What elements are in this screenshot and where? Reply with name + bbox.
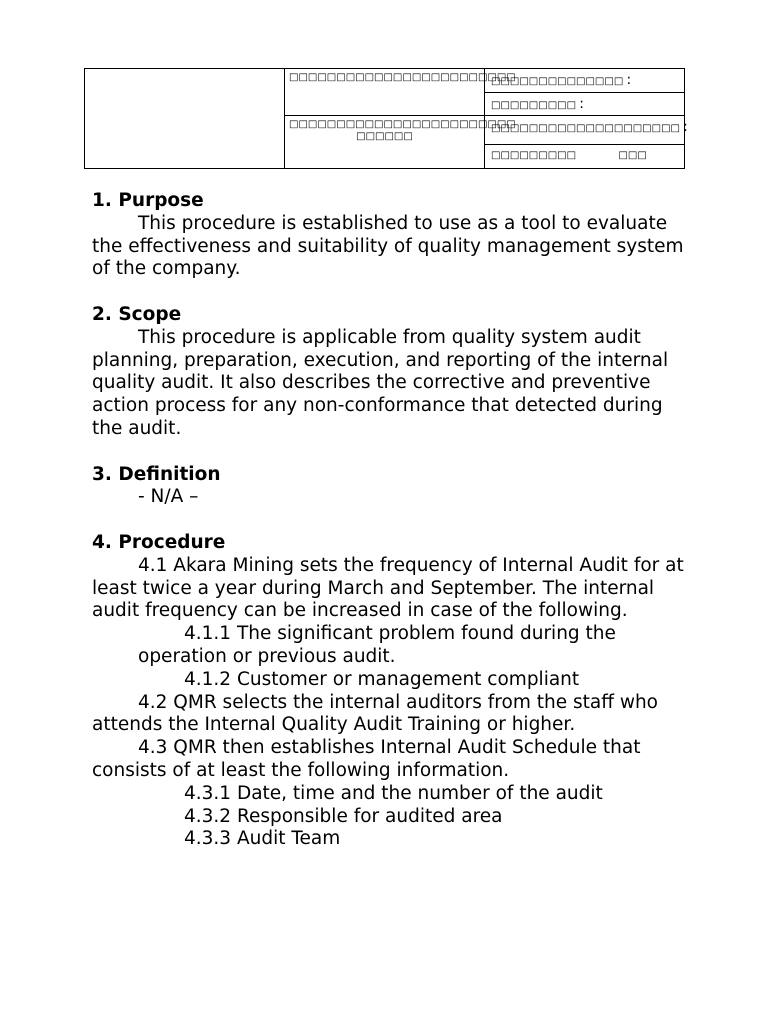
document-body: [92, 190, 692, 851]
procedure-4-1: 4.1 Akara Mining sets the frequency of Internal Audit for at least twice a year during March and September. The internal audit frequency can be increased in case of the following.: [92, 554, 684, 622]
page-value: □□□: [618, 150, 647, 161]
procedure-4-2: 4.2 QMR selects the internal auditors from the staff who attends the Internal Quality Audit Training or higher.: [92, 691, 658, 736]
document-number-colon: :: [626, 72, 632, 88]
definition-heading: 3. Definition: [92, 463, 221, 485]
revision-label: □□□□□□□□□: [491, 100, 577, 111]
definition-text: - N/A –: [138, 486, 199, 508]
document-header-table: [84, 68, 688, 169]
revision-field: [485, 93, 685, 116]
document-subtitle: □□□□□□□□□□□□□□□□□□□□□□□□ □□□□□□: [285, 116, 485, 169]
logo-cell: [85, 69, 285, 169]
scope-heading: 2. Scope: [92, 303, 182, 325]
page-label: □□□□□□□□□: [491, 150, 577, 161]
procedure-4-3-3: 4.3.3 Audit Team: [184, 828, 341, 850]
procedure-heading: 4. Procedure: [92, 531, 226, 553]
page-field: [485, 145, 685, 169]
effective-date-label: □□□□□□□□□□□□□□□□□□□□: [491, 123, 680, 134]
revision-colon: :: [579, 96, 584, 112]
procedure-4-3: 4.3 QMR then establishes Internal Audit Schedule that consists of at least the following information.: [92, 737, 641, 781]
effective-date-colon: :: [683, 119, 688, 135]
procedure-4-3-1: 4.3.1 Date, time and the number of the audit: [184, 782, 603, 804]
document-title: □□□□□□□□□□□□□□□□□□□□□□□□: [285, 69, 485, 116]
procedure-4-3-2: 4.3.2 Responsible for audited area: [184, 805, 503, 827]
procedure-4-1-2: 4.1.2 Customer or management compliant: [184, 668, 580, 690]
purpose-text: This procedure is established to use as a tool to evaluate the effectiveness and suitability of quality management system of the company.: [92, 212, 684, 280]
scope-text: This procedure is applicable from quality system audit planning, preparation, execution, and reporting of the internal quality audit. It also describes the corrective and preventive action process for any non-conformance that detected during the audit.: [92, 326, 669, 439]
procedure-4-1-1: 4.1.1 The significant problem found during the operation or previous audit.: [138, 623, 616, 667]
purpose-heading: 1. Purpose: [92, 190, 204, 211]
document-number-label: □□□□□□□□□□□□□□: [491, 76, 624, 87]
